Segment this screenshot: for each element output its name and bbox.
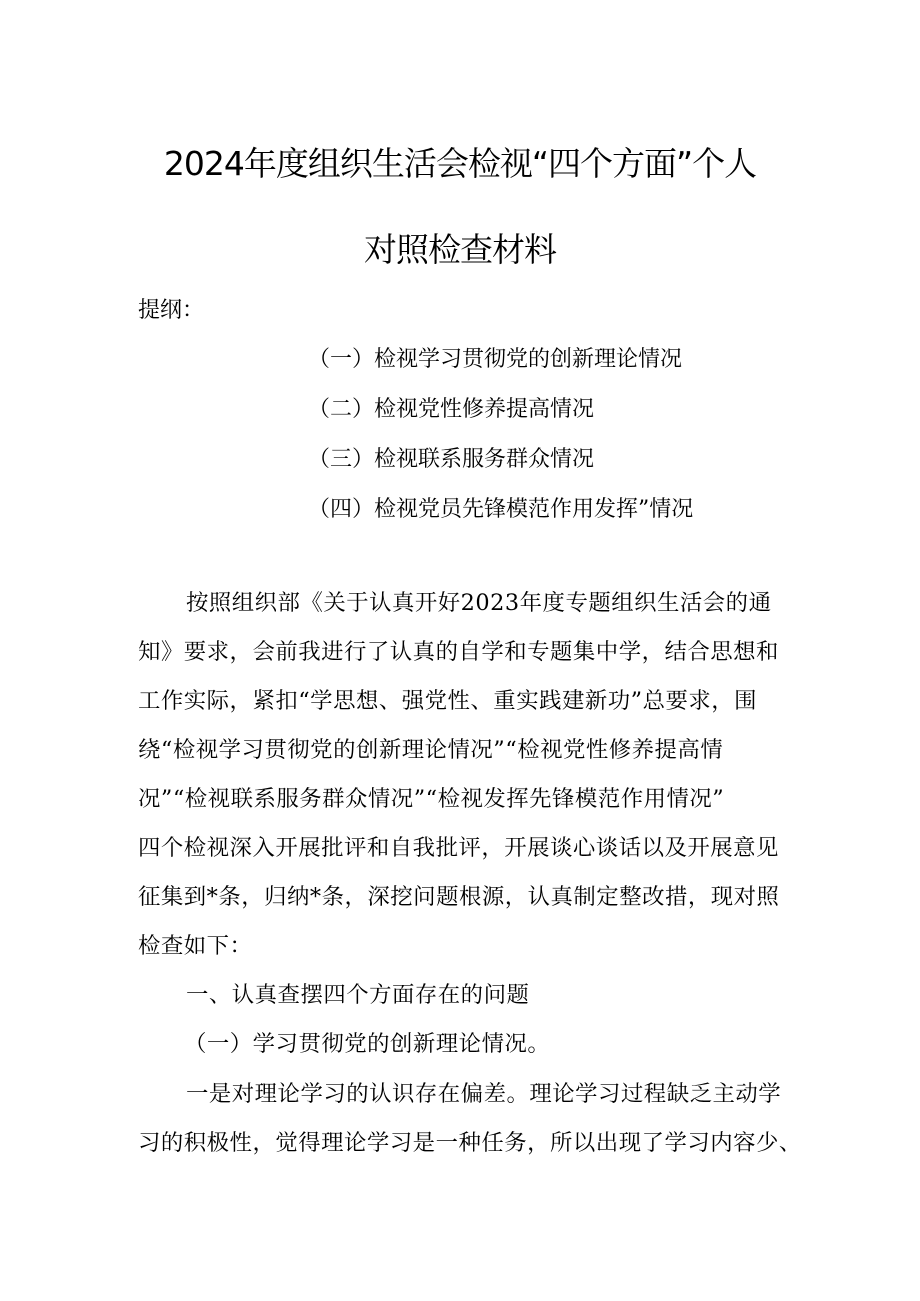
intro-paragraph-line: 征集到*条，归纳*条，深挖问题根源，认真制定整改措，现对照	[138, 884, 780, 910]
outline-item: （三）检视联系服务群众情况	[308, 447, 595, 472]
outline-label: 提纲：	[138, 298, 205, 323]
intro-paragraph-line: 况”“检视联系服务群众情况”“检视发挥先锋模范作用情况”	[138, 786, 725, 812]
section-heading: 一、认真查摆四个方面存在的问题	[186, 982, 530, 1008]
body-paragraph-line: 习的积极性，觉得理论学习是一种任务，所以出现了学习内容少、	[138, 1130, 802, 1156]
outline-item: （一）检视学习贯彻党的创新理论情况	[308, 347, 683, 372]
intro-paragraph-line: 绕“检视学习贯彻党的创新理论情况”“检视党性修养提高情	[138, 737, 724, 763]
intro-paragraph-line: 知》要求，会前我进行了认真的自学和专题集中学，结合思想和	[138, 639, 779, 665]
body-paragraph-line: 一是对理论学习的认识存在偏差。理论学习过程缺乏主动学	[186, 1081, 782, 1107]
outline-item: （二）检视党性修养提高情况	[308, 397, 595, 422]
document-title-line-1: 2024年度组织生活会检视“四个方面”个人	[163, 144, 757, 183]
outline-item: （四）检视党员先锋模范作用发挥”情况	[308, 497, 694, 522]
document-title-line-2: 对照检查材料	[364, 230, 556, 269]
intro-paragraph-line: 检查如下：	[138, 933, 253, 959]
intro-paragraph-line: 四个检视深入开展批评和自我批评，开展谈心谈话以及开展意见	[138, 835, 779, 861]
intro-paragraph-line: 工作实际，紧扣“学思想、强党性、重实践建新功”总要求，围	[138, 688, 758, 714]
intro-paragraph-line: 按照组织部《关于认真开好2023年度专题组织生活会的通	[186, 590, 772, 616]
subsection-heading: （一）学习贯彻党的创新理论情况。	[184, 1031, 551, 1057]
